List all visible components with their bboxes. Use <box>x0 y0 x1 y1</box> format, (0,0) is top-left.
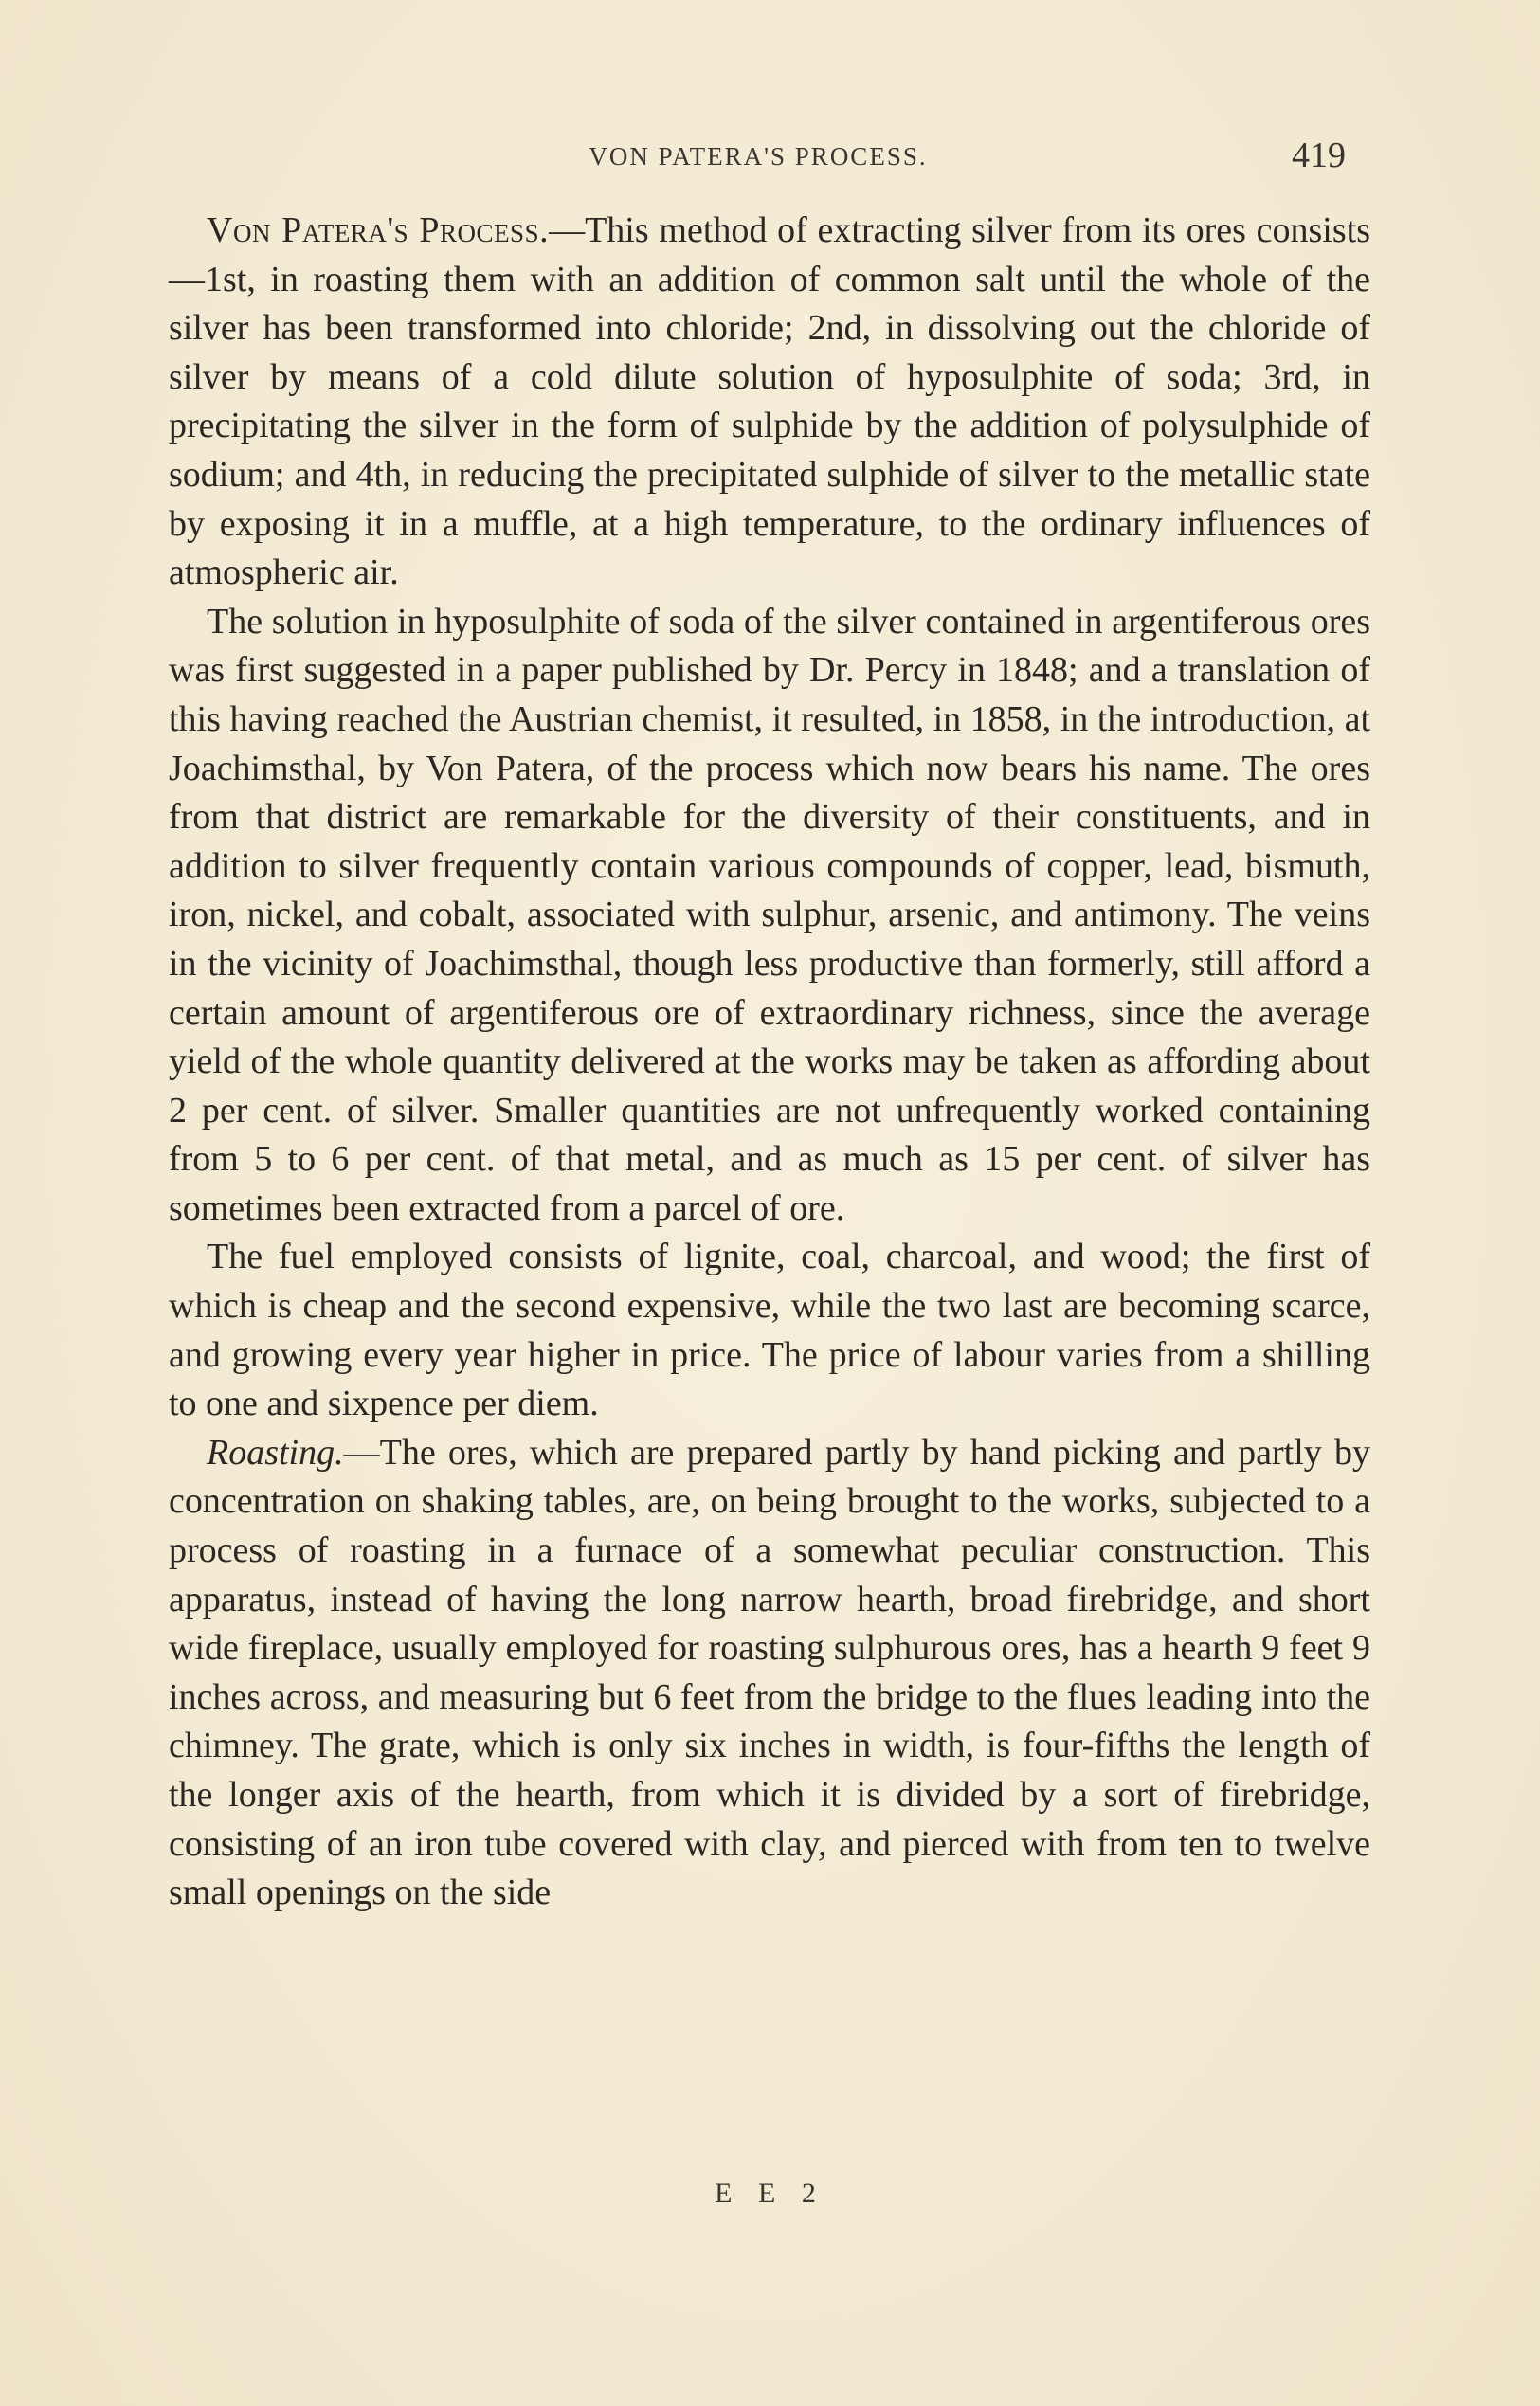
body-text <box>169 207 1370 1918</box>
section-heading-von-patera: Von Patera's Process. <box>207 210 550 250</box>
signature-mark: E E 2 <box>715 2178 825 2209</box>
paragraph-fuel <box>169 1233 1370 1428</box>
running-head <box>171 133 1346 180</box>
paragraph-text: —This method of extracting silver from its ores consists—1st, in roasting them with an addition of common salt until the whole of the silver has been transformed into chloride; 2nd, in dissolving out the chloride of silver by means of a cold dilute solution of hyposulphite of soda; 3rd, in precipitating the silver in the form of sulphide by the addition of polysulphide of sodium; and 4th, in reducing the precipitated sulphide of silver to the metallic state by exposing it in a muffle, at a high temperature, to the ordinary influences of atmospheric air. <box>169 210 1370 593</box>
running-title: VON PATERA'S PROCESS. <box>589 142 928 171</box>
paragraph-solution <box>169 598 1370 1234</box>
paragraph-von-patera <box>169 207 1370 598</box>
section-heading-roasting: Roasting. <box>207 1432 344 1473</box>
paragraph-text: The solution in hyposulphite of soda of the silver contained in argentiferous ores was first suggested in a paper published by Dr. Percy in 1848; and a translation of this having reached the Austrian chemist, it resulted, in 1858, in the introduction, at Joachimsthal, by Von Patera, of the process which now bears his name. The ores from that district are remarkable for the diversity of their constituents, and in addition to silver frequently contain various compounds of copper, lead, bismuth, iron, nickel, and cobalt, associated with sulphur, arsenic, and antimony. The veins in the vicinity of Joachimsthal, though less productive than formerly, still afford a certain amount of argentiferous ore of extraordinary richness, since the average yield of the whole quantity delivered at the works may be taken as affording about 2 per cent. of silver. Smaller quantities are not unfrequently worked containing from 5 to 6 per cent. of that metal, and as much as 15 per cent. of silver has sometimes been extracted from a parcel of ore. <box>169 601 1370 1228</box>
page-number: 419 <box>1292 136 1346 175</box>
paragraph-roasting <box>169 1429 1370 1918</box>
paragraph-text: —The ores, which are prepared partly by hand picking and partly by concentration on shaking tables, are, on being brought to the works, subjected to a process of roasting in a furnace of a somewhat peculiar construction. This apparatus, instead of having the long narrow hearth, broad firebridge, and short wide fireplace, usually employed for roasting sulphurous ores, has a hearth 9 feet 9 inches across, and measuring but 6 feet from the bridge to the flues leading into the chimney. The grate, which is only six inches in width, is four-fifths the length of the longer axis of the hearth, from which it is divided by a sort of firebridge, consisting of an iron tube covered with clay, and pierced with from ten to twelve small openings on the side <box>169 1432 1370 1913</box>
paragraph-text: The fuel employed consists of lignite, coal, charcoal, and wood; the first of which is cheap and the second expensive, while the two last are becoming scarce, and growing every year higher in price. The price of labour varies from a shilling to one and sixpence per diem. <box>169 1237 1370 1424</box>
